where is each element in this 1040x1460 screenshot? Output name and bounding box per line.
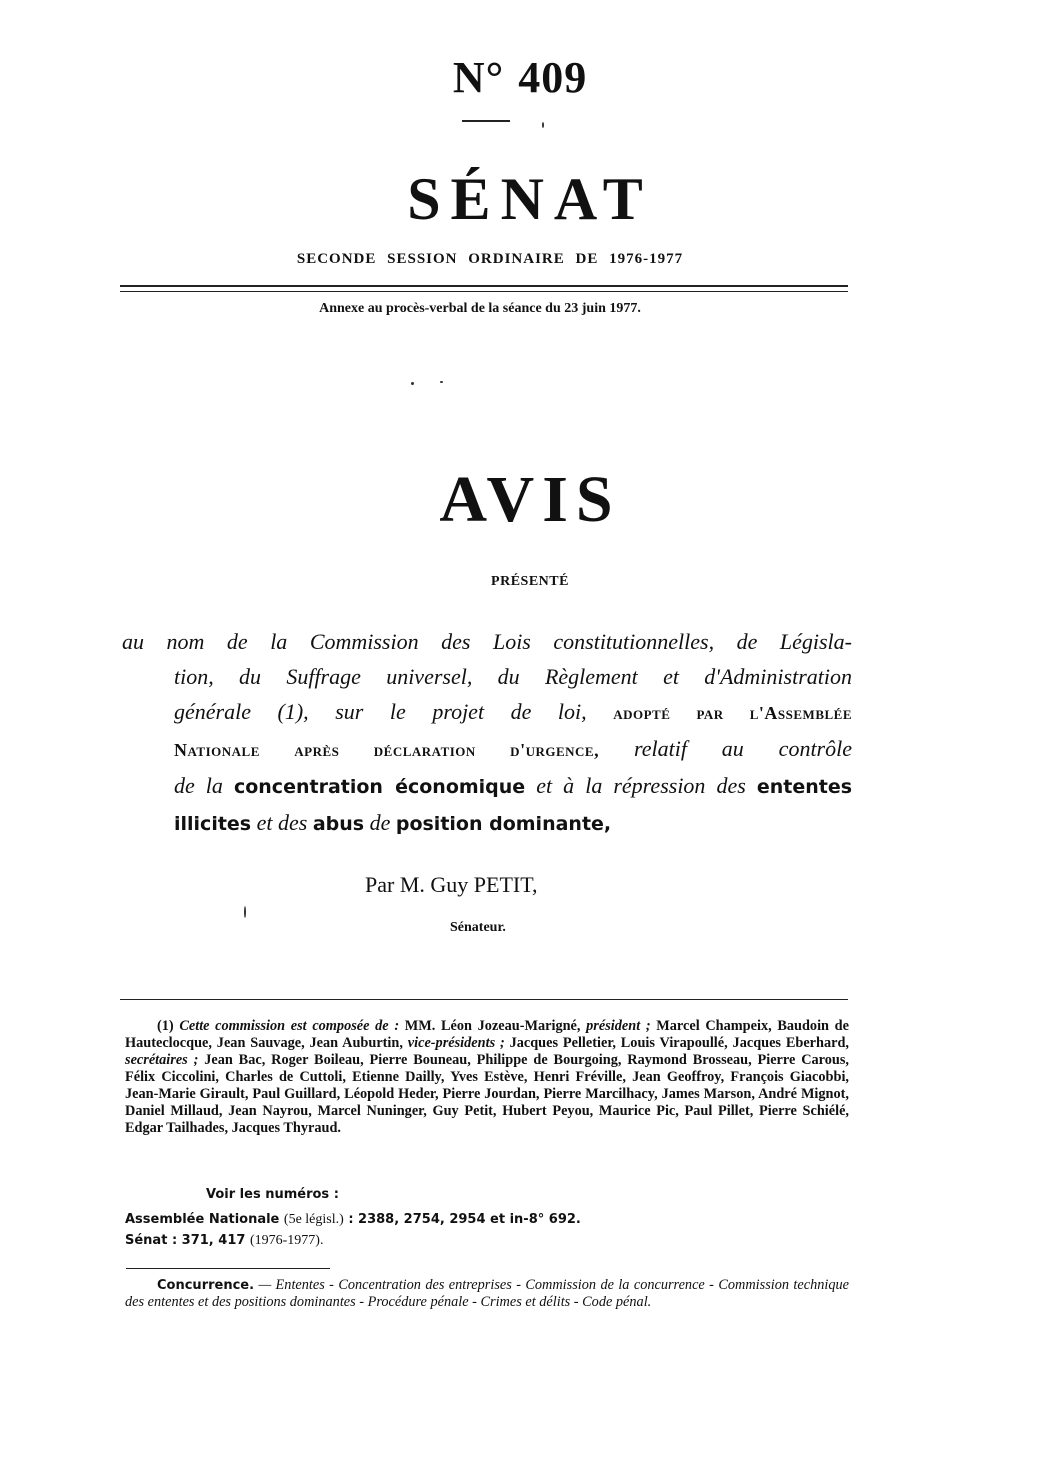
body-text-italic: et à la répression des: [536, 773, 746, 798]
reference-legislature: (5e législ.): [283, 1212, 344, 1227]
body-text-italic: de la: [174, 773, 223, 798]
number-value: 409: [518, 53, 588, 102]
body-line-2: tion, du Suffrage universel, du Règlement et d'Administration: [174, 664, 852, 689]
scan-speck: [440, 381, 443, 383]
short-divider: [462, 120, 510, 122]
keywords-divider: [126, 1268, 330, 1269]
avis-title: AVIS: [439, 463, 621, 536]
footnote-role: vice-présidents ;: [407, 1035, 505, 1051]
body-line-4: [122, 731, 852, 768]
body-text-bold: ententes: [756, 776, 853, 798]
body-text-bold: abus: [312, 813, 365, 835]
scan-speck: [542, 122, 544, 128]
body-text-smallcaps: adopté par l'Assemblée: [613, 703, 853, 723]
body-text-italic: de: [369, 810, 391, 835]
footnote-text: Jacques Pelletier, Louis Virapoullé, Jacques Eberhard,: [509, 1035, 849, 1051]
body-text-smallcaps: Nationale après déclaration d'urgence,: [174, 740, 600, 760]
double-divider: [120, 285, 848, 292]
footnote-divider: [120, 999, 848, 1000]
keywords-text: — Ententes - Concentration des entreprises - Commission de la concurrence - Commission technique des ententes et des positions dominantes - Procédure pénale - Crimes et délits - Code pénal.: [125, 1277, 849, 1310]
body-line-6: [122, 805, 852, 842]
keywords: [125, 1277, 849, 1311]
annexe-line: Annexe au procès-verbal de la séance du 23 juin 1977.: [319, 301, 641, 316]
body-text-italic: relatif au contrôle: [633, 736, 852, 761]
keywords-heading: Concurrence.: [157, 1278, 255, 1293]
presente-subtitle: PRÉSENTÉ: [491, 574, 569, 589]
footnote: [125, 1018, 849, 1137]
author-role: Sénateur.: [450, 920, 506, 935]
references-heading: Voir les numéros :: [206, 1187, 339, 1202]
avis-description: [122, 624, 852, 842]
body-text-italic: générale (1), sur le projet de loi,: [174, 699, 587, 724]
scan-speck: [411, 382, 414, 385]
body-line-3: [122, 694, 852, 731]
author-line: Par M. Guy PETIT,: [365, 872, 538, 897]
reference-years: (1976-1977).: [249, 1233, 324, 1248]
footnote-text: Jean Bac, Roger Boileau, Pierre Bouneau, Philippe de Bourgoing, Raymond Brosseau, Pierre Carous, Félix Ciccolini, Charles de Cuttoli, Etienne Dailly, Yves Estève, Henri Fréville, Jean Geoffroy, François Giacobbi, Jean-Marie Girault, Paul Guillard, Léopold Heder, Pierre Jourdan, Pierre Marcilhacy, James Marson, André Mignot, Daniel Millaud, Jean Nayrou, Marcel Nuninger, Guy Petit, Hubert Peyou, Maurice Pic, Paul Pillet, Pierre Schiélé, Edgar Tailhades, Jacques Thyraud.: [125, 1052, 849, 1136]
body-text-bold: illicites: [174, 813, 252, 835]
number-prefix: N°: [452, 53, 505, 102]
body-text-bold: concentration économique: [233, 776, 526, 798]
reference-assemblee: [125, 1212, 581, 1228]
scan-speck: [244, 906, 246, 918]
body-text-bold: position dominante,: [395, 813, 612, 835]
document-number: [0, 52, 1040, 103]
session-line: SECONDE SESSION ORDINAIRE DE 1976-1977: [296, 251, 684, 267]
body-text-italic: et des: [256, 810, 308, 835]
footnote-intro: Cette commission est composée de :: [179, 1018, 400, 1034]
body-line-5: [122, 768, 852, 805]
footnote-role: secrétaires ;: [125, 1052, 199, 1068]
reference-numbers: : 2388, 2754, 2954 et in-8° 692.: [348, 1212, 581, 1227]
reference-senat: [125, 1233, 323, 1249]
footnote-text: Marcel Champeix, Baudoin de Hauteclocque, Jean Sauvage, Jean Auburtin,: [125, 1018, 849, 1051]
body-line-1: au nom de la Commission des Lois constitutionnelles, de Législa-: [122, 629, 852, 654]
reference-label: Assemblée Nationale: [125, 1212, 280, 1227]
reference-label: Sénat : 371, 417: [125, 1233, 246, 1248]
footnote-marker: (1): [157, 1018, 174, 1034]
chamber-title: SÉNAT: [407, 166, 653, 232]
footnote-text: MM. Léon Jozeau-Marigné,: [404, 1018, 581, 1034]
footnote-role: président ;: [586, 1018, 651, 1034]
